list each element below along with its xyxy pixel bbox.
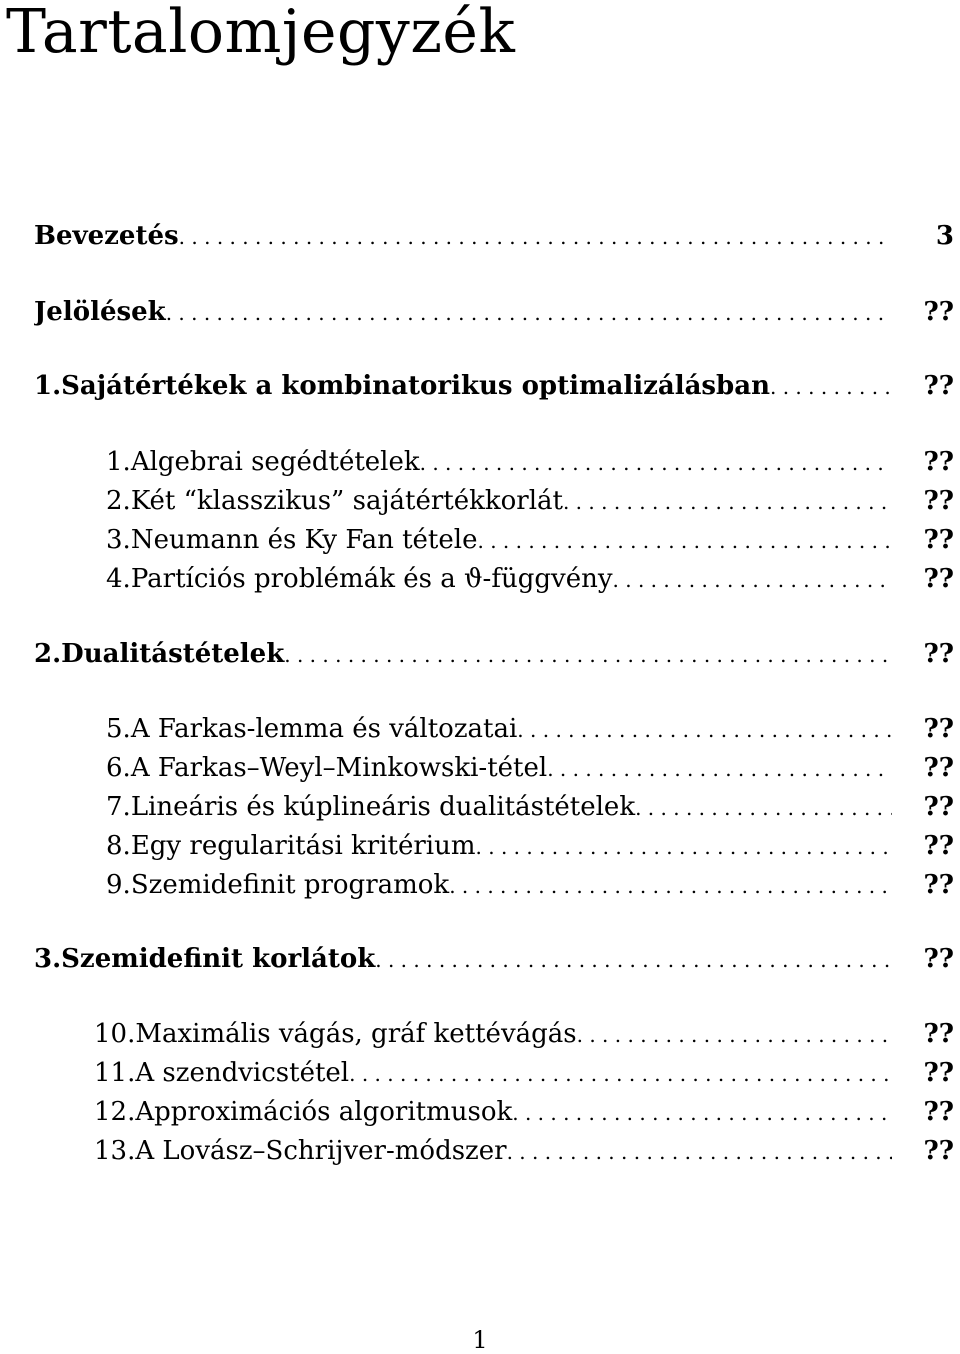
page-title: Tartalomjegyzék xyxy=(6,0,516,67)
leader-dots xyxy=(613,563,892,595)
toc-page-number: ?? xyxy=(923,525,954,555)
toc-chapter-3[interactable] xyxy=(0,943,960,975)
toc-section-number: 2. xyxy=(106,486,131,516)
toc-entry-title: Jelölések xyxy=(34,297,166,327)
toc-section-number: 6. xyxy=(106,753,131,783)
toc-entry-title: Két “klasszikus” sajátértékkorlát xyxy=(130,486,563,516)
toc-page-number: ?? xyxy=(923,447,954,477)
leader-dots xyxy=(507,1135,892,1167)
toc-entry-title: Sajátértékek a kombinatorikus optimalizálásban xyxy=(61,371,770,401)
toc-section-number: 3. xyxy=(106,525,131,555)
toc-section-2[interactable] xyxy=(0,485,960,517)
leader-dots xyxy=(284,638,892,670)
toc-section-number: 5. xyxy=(106,714,131,744)
toc-page-number: 3 xyxy=(935,221,954,251)
toc-entry-notation[interactable] xyxy=(0,296,960,328)
toc-page-number: ?? xyxy=(923,1097,954,1127)
toc-page-number: ?? xyxy=(923,1136,954,1166)
toc-page-number: ?? xyxy=(923,831,954,861)
toc-section-4[interactable] xyxy=(0,563,960,595)
leader-dots xyxy=(476,830,892,862)
toc-page-number: ?? xyxy=(923,1058,954,1088)
toc-section-9[interactable] xyxy=(0,869,960,901)
toc-entry-introduction[interactable] xyxy=(0,220,960,252)
toc-entry-title: Neumann és Ky Fan tétele xyxy=(130,525,478,555)
toc-entry-title: A Farkas–Weyl–Minkowski-tétel xyxy=(130,753,548,783)
toc-entry-title: Approximációs algoritmusok xyxy=(135,1097,513,1127)
toc-entry-title: A Lovász–Schrijver-módszer xyxy=(135,1136,507,1166)
toc-section-number: 13. xyxy=(94,1136,136,1166)
toc-page-number: ?? xyxy=(923,870,954,900)
toc-section-number: 10. xyxy=(94,1019,136,1049)
toc-page-number: ?? xyxy=(923,639,954,669)
toc-page-number: ?? xyxy=(923,564,954,594)
toc-chapter-number: 2. xyxy=(34,639,62,669)
toc-section-number: 1. xyxy=(106,447,131,477)
toc-entry-title: Lineáris és kúplineáris dualitástételek xyxy=(130,792,636,822)
toc-section-number: 8. xyxy=(106,831,131,861)
toc-chapter-number: 1. xyxy=(34,371,62,401)
toc-entry-title: Egy regularitási kritérium xyxy=(130,831,476,861)
toc-section-number: 12. xyxy=(94,1097,136,1127)
toc-page-number: ?? xyxy=(923,297,954,327)
toc-entry-title: Szemidefinit programok xyxy=(130,870,450,900)
toc-section-8[interactable] xyxy=(0,830,960,862)
toc-chapter-1[interactable] xyxy=(0,370,960,402)
leader-dots xyxy=(770,370,892,402)
toc-section-13[interactable] xyxy=(0,1135,960,1167)
toc-section-3[interactable] xyxy=(0,524,960,556)
toc-section-number: 4. xyxy=(106,564,131,594)
leader-dots xyxy=(635,791,892,823)
toc-entry-title: A Farkas-lemma és változatai xyxy=(130,714,518,744)
toc-entry-title: Partíciós problémák és a ϑ-függvény xyxy=(130,564,613,594)
toc-chapter-2[interactable] xyxy=(0,638,960,670)
toc-section-10[interactable] xyxy=(0,1018,960,1050)
leader-dots xyxy=(517,713,892,745)
leader-dots xyxy=(349,1057,892,1089)
toc-section-1[interactable] xyxy=(0,446,960,478)
toc-section-number: 9. xyxy=(106,870,131,900)
toc-entry-title: Bevezetés xyxy=(34,221,179,251)
toc-page-number: ?? xyxy=(923,1019,954,1049)
toc-entry-title: Algebrai segédtételek xyxy=(130,447,420,477)
leader-dots xyxy=(477,524,892,556)
toc-section-12[interactable] xyxy=(0,1096,960,1128)
leader-dots xyxy=(512,1096,892,1128)
leader-dots xyxy=(449,869,892,901)
toc-page-number: ?? xyxy=(923,486,954,516)
toc-entry-title: A szendvicstétel xyxy=(135,1058,350,1088)
toc-section-7[interactable] xyxy=(0,791,960,823)
leader-dots xyxy=(420,446,892,478)
leader-dots xyxy=(375,943,892,975)
leader-dots xyxy=(577,1018,892,1050)
toc-page-number: ?? xyxy=(923,753,954,783)
toc-chapter-number: 3. xyxy=(34,944,62,974)
leader-dots xyxy=(547,752,892,784)
toc-entry-title: Dualitástételek xyxy=(61,639,285,669)
toc-section-number: 7. xyxy=(106,792,131,822)
toc-page-number: ?? xyxy=(923,944,954,974)
toc-entry-title: Szemidefinit korlátok xyxy=(61,944,376,974)
toc-page-number: ?? xyxy=(923,714,954,744)
toc-entry-title: Maximális vágás, gráf kettévágás xyxy=(135,1019,577,1049)
leader-dots xyxy=(179,220,892,252)
leader-dots xyxy=(563,485,892,517)
toc-section-6[interactable] xyxy=(0,752,960,784)
page-number-footer: 1 xyxy=(472,1326,488,1354)
toc-page-number: ?? xyxy=(923,792,954,822)
toc-section-number: 11. xyxy=(94,1058,136,1088)
toc-section-11[interactable] xyxy=(0,1057,960,1089)
leader-dots xyxy=(166,296,892,328)
toc-section-5[interactable] xyxy=(0,713,960,745)
toc-page-number: ?? xyxy=(923,371,954,401)
